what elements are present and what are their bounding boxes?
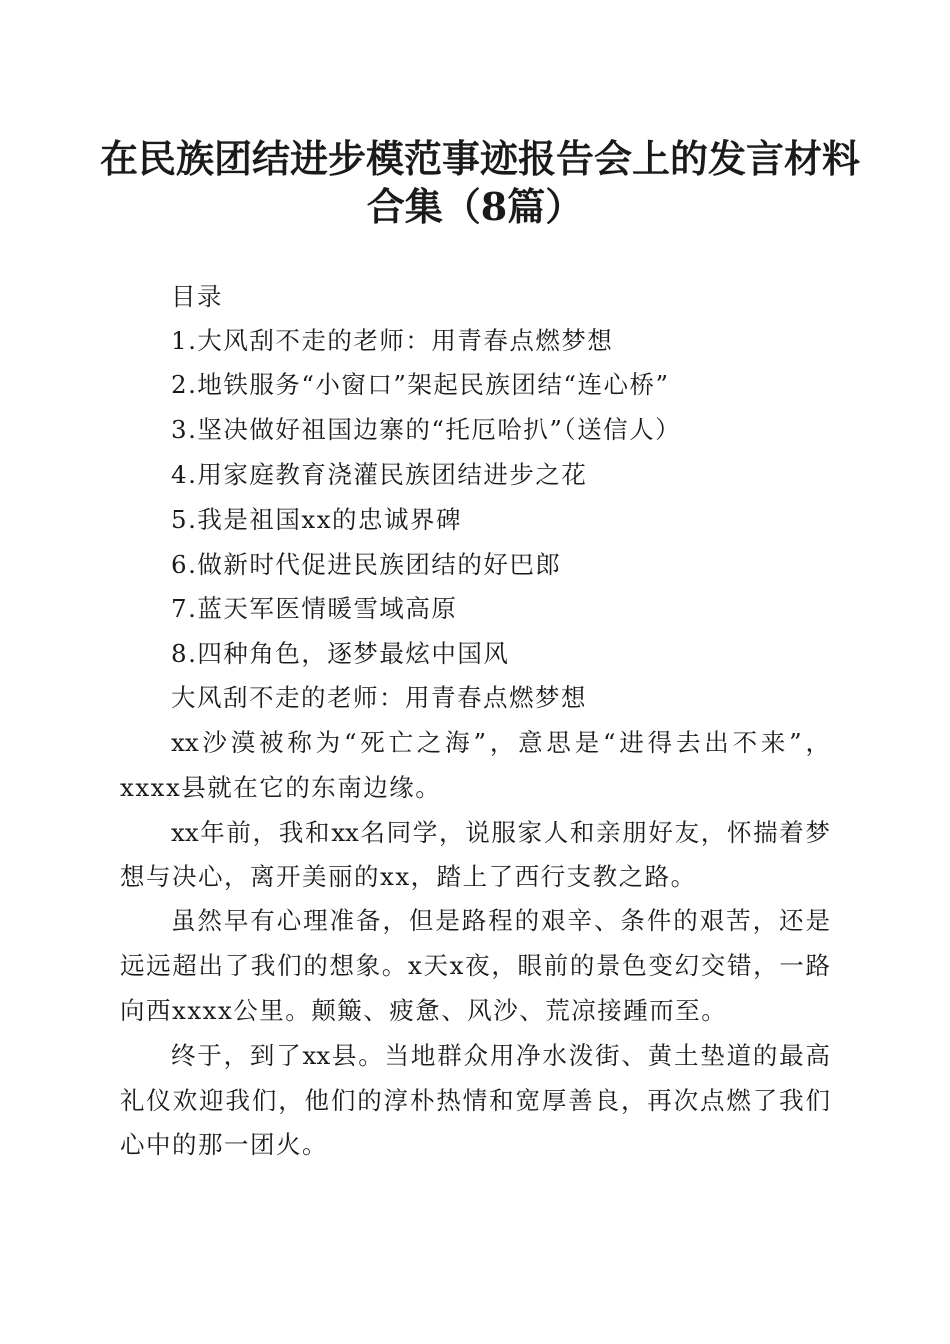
- paragraph-4-line-1: 终于，到了xx县。当地群众用净水泼街、黄土垫道的最高: [171, 1041, 830, 1070]
- toc-item-3: 3.坚决做好祖国边寨的“托厄哈扒”（送信人）: [171, 415, 682, 444]
- toc-heading: 目录: [171, 282, 223, 311]
- document-title-line-1: 在民族团结进步模范事迹报告会上的发言材料: [100, 136, 861, 181]
- paragraph-2-line-1: xx年前，我和xx名同学，说服家人和亲朋好友，怀揣着梦: [171, 818, 830, 847]
- toc-item-7: 7.蓝天军医情暖雪域高原: [171, 594, 458, 623]
- paragraph-1-line-2: xxxx县就在它的东南边缘。: [120, 773, 442, 802]
- paragraph-3-line-1: 虽然早有心理准备，但是路程的艰辛、条件的艰苦，还是: [171, 906, 830, 935]
- paragraph-1-line-1: xx沙漠被称为“死亡之海”，意思是“进得去出不来”，: [171, 728, 830, 757]
- toc-item-8: 8.四种角色，逐梦最炫中国风: [171, 639, 510, 668]
- paragraph-4-line-2: 礼仪欢迎我们，他们的淳朴热情和宽厚善良，再次点燃了我们: [120, 1086, 830, 1115]
- paragraph-3-line-2: 远远超出了我们的想象。x天x夜，眼前的景色变幻交错，一路: [120, 951, 830, 980]
- section-heading: 大风刮不走的老师：用青春点燃梦想: [171, 683, 587, 712]
- toc-item-2: 2.地铁服务“小窗口”架起民族团结“连心桥”: [171, 370, 670, 399]
- document-title-line-2: 合集（8篇）: [366, 184, 584, 229]
- toc-item-6: 6.做新时代促进民族团结的好巴郎: [171, 550, 562, 579]
- paragraph-2-line-2: 想与决心，离开美丽的xx，踏上了西行支教之路。: [120, 862, 697, 891]
- paragraph-3-line-3: 向西xxxx公里。颠簸、疲惫、风沙、荒凉接踵而至。: [120, 996, 728, 1025]
- toc-item-4: 4.用家庭教育浇灌民族团结进步之花: [171, 460, 588, 489]
- toc-item-1: 1.大风刮不走的老师：用青春点燃梦想: [171, 326, 614, 355]
- paragraph-4-line-3: 心中的那一团火。: [120, 1130, 328, 1159]
- toc-item-5: 5.我是祖国xx的忠诚界碑: [171, 505, 463, 534]
